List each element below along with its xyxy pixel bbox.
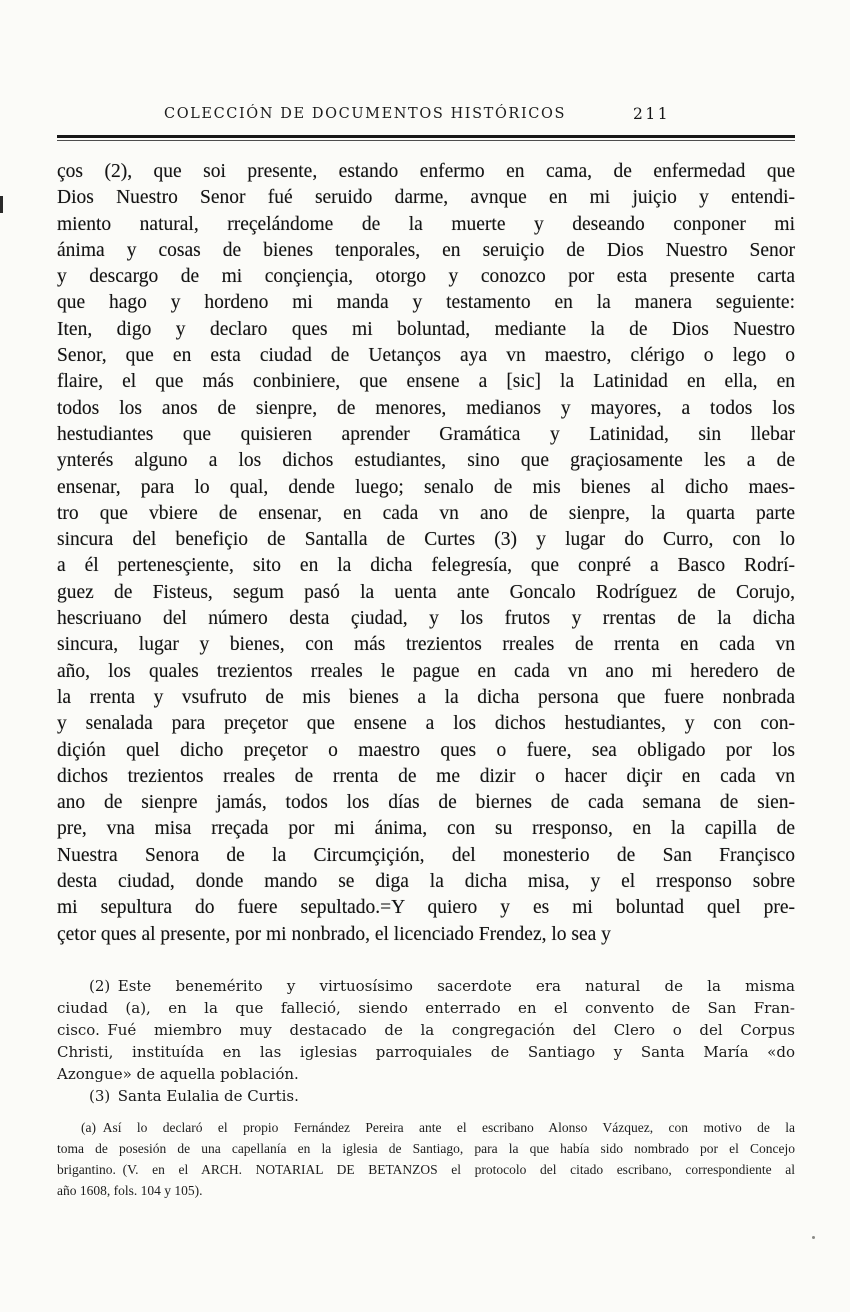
text-line: mi sepultura do fuere sepultado.=Y quiero y es mi boluntad quel pre- [57,897,795,919]
text-line: ensenar, para lo qual, dende luego; senalo de mis bienes al dicho maes- [57,476,795,498]
text-line: diçión quel dicho preçetor o maestro ques o fuere, sea obligado por los [57,739,795,761]
text-line: ynterés alguno a los dichos estudiantes, sino que graçiosamente les a de [57,450,795,472]
page-header [57,106,795,126]
text-line: guez de Fisteus, segum pasó la uenta ante Goncalo Rodríguez de Corujo, [57,581,795,603]
text-line: (a) Así lo declaró el propio Fernández Pereira ante el escribano Alonso Vázquez, con motivo de la [81,1119,795,1135]
body-text [57,159,795,948]
text-line: brigantino. (V. en el ARCH. NOTARIAL DE BETANZOS el protocolo del citado escribano, correspondiente al [57,1161,795,1177]
text-line: año, los quales trezientos rreales le pague en cada vn ano mi heredero de [57,660,795,682]
text-line: y descargo de mi conçiençia, otorgo y conozco por esta presente carta [57,266,795,288]
text-line: flaire, el que más conbiniere, que ensene a [sic] la Latinidad en ella, en [57,371,795,393]
scan-artifact-left-edge [0,196,3,213]
text-line: toma de posesión de una capellanía en la iglesia de Santiago, para la que había sido nombrado por el Concejo [57,1140,795,1156]
text-line: Dios Nuestro Senor fué seruido darme, avnque en mi juiçio y entendi- [57,187,795,209]
text-line: Senor, que en esta ciudad de Uetanços aya vn maestro, clérigo o lego o [57,345,795,367]
page-number: 211 [633,105,671,123]
scan-artifact-dot [812,1236,815,1239]
text-line: Iten, digo y declaro ques mi boluntad, mediante la de Dios Nuestro [57,318,795,340]
text-line: cisco. Fué miembro muy destacado de la congregación del Clero o del Corpus [57,1020,795,1039]
text-line: miento natural, rreçelándome de la muerte y deseando conponer mi [57,213,795,235]
text-line: Azongue» de aquella población. [57,1064,299,1083]
text-line: a él pertenesçiente, sito en la dicha felegresía, que conpré a Basco Rodrí- [57,555,795,577]
text-line: pre, vna misa rreçada por mi ánima, con su rresponso, en la capilla de [57,818,795,840]
text-line: ánima y cosas de bienes tenporales, en seruiçio de Dios Nuestro Senor [57,239,795,261]
text-line: hescriuano del número desta çiudad, y los frutos y rrentas de la dicha [57,608,795,630]
text-line: dichos trezientos rreales de rrenta de me dizir o hacer diçir en cada vn [57,765,795,787]
text-line: Nuestra Senora de la Circumçiçión, del monesterio de San Françisco [57,844,795,866]
text-line: ciudad (a), en la que falleció, siendo enterrado en el convento de San Fran- [57,998,795,1017]
text-line: hestudiantes que quisieren aprender Gramática y Latinidad, sin llebar [57,423,795,445]
text-line: Christi, instituída en las iglesias parroquiales de Santiago y Santa María «do [57,1042,795,1061]
running-title: COLECCIÓN DE DOCUMENTOS HISTÓRICOS [164,106,566,122]
text-line: çetor ques al presente, por mi nonbrado, el licenciado Frendez, lo sea y [57,923,611,945]
text-line: y senalada para preçetor que ensene a los dichos hestudiantes, y con con- [57,713,795,735]
text-line: sincura del benefiçio de Santalla de Curtes (3) y lugar do Curro, con lo [57,529,795,551]
text-line: que hago y hordeno mi manda y testamento en la manera seguiente: [57,292,795,314]
text-line: (2) Este benemérito y virtuosísimo sacerdote era natural de la misma [89,976,795,995]
text-line: todos los anos de sienpre, de menores, medianos y mayores, a todos los [57,397,795,419]
text-line: la rrenta y vsufruto de mis bienes a la dicha persona que fuere nonbrada [57,686,795,708]
footnote [57,1085,795,1107]
text-line: desta ciudad, donde mando se diga la dicha misa, y el rresponso sobre [57,871,795,893]
footnotes [57,975,795,1107]
text-line: año 1608, fols. 104 y 105). [57,1182,203,1198]
text-line: ano de sienpre jamás, todos los días de biernes de cada semana de sien- [57,792,795,814]
header-rule [57,135,795,141]
footnote [57,975,795,1085]
text-line: sincura, lugar y bienes, con más trezientos rreales de rrenta en cada vn [57,634,795,656]
text-line: ços (2), que soi presente, estando enfermo en cama, de enfermedad que [57,161,795,182]
text-line: tro que vbiere de ensenar, en cada vn ano de sienpre, la quarta parte [57,502,795,524]
text-line: (3) Santa Eulalia de Curtis. [89,1086,299,1105]
archival-note [57,1117,795,1201]
